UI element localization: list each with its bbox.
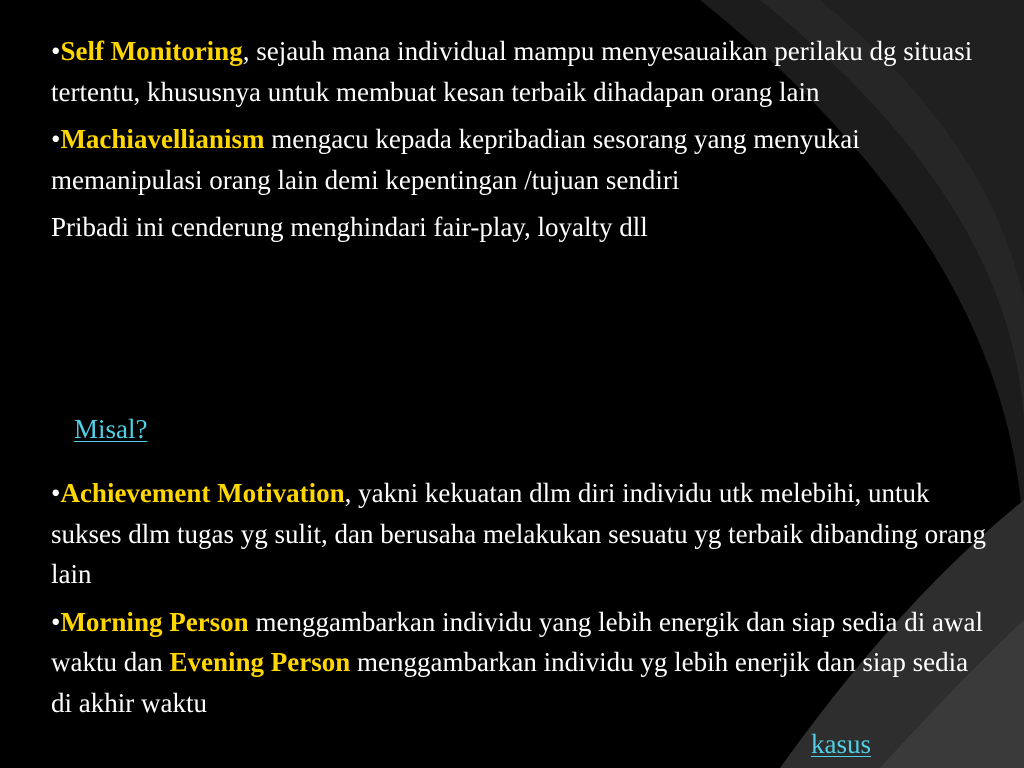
term-machiavellianism: Machiavellianism xyxy=(60,124,265,154)
item-morning-person xyxy=(51,602,991,724)
bullet: • xyxy=(51,124,61,154)
term-self-monitoring: Self Monitoring xyxy=(60,36,243,66)
bullet: • xyxy=(51,606,61,637)
description-achievement-motivation: , yakni kekuatan dlm diri individu utk melebihi, untuk sukses dlm tugas yg sulit, dan berusaha melakukan sesuatu yg terbaik dibanding orang lain xyxy=(51,478,987,589)
pribadi-note: Pribadi ini cenderung menghindari fair-play, loyalty dll xyxy=(51,212,648,242)
description-machiavellianism: mengacu kepada kepribadian sesorang yang menyukai memanipulasi orang lain demi kepentingan /tujuan sendiri xyxy=(51,124,860,195)
item-machiavellianism xyxy=(51,119,991,200)
bullet: • xyxy=(51,36,61,66)
misal-link-wrapper xyxy=(74,409,148,450)
description-evening-person: menggambarkan individu yg lebih enerjik dan siap sedia di akhir waktu xyxy=(51,647,969,718)
description-self-monitoring: , sejauh mana individual mampu menyesauaikan perilaku dg situasi tertentu, khususnya untuk membuat kesan terbaik dihadapan orang lain xyxy=(51,36,973,107)
misal-link[interactable]: Misal? xyxy=(74,414,148,444)
item-achievement-motivation xyxy=(51,473,991,595)
term-evening-person: Evening Person xyxy=(169,647,351,677)
term-achievement-motivation: Achievement Motivation xyxy=(60,478,345,508)
kasus-link-wrapper xyxy=(811,724,871,765)
slide-body xyxy=(51,31,991,248)
term-morning-person: Morning Person xyxy=(60,606,249,637)
item-self-monitoring xyxy=(51,31,991,112)
lower-body xyxy=(51,473,991,723)
description-morning-person: menggambarkan individu yang lebih energik dan siap sedia di awal waktu dan xyxy=(51,606,984,677)
kasus-link[interactable]: kasus xyxy=(811,729,871,759)
bullet: • xyxy=(51,478,61,508)
